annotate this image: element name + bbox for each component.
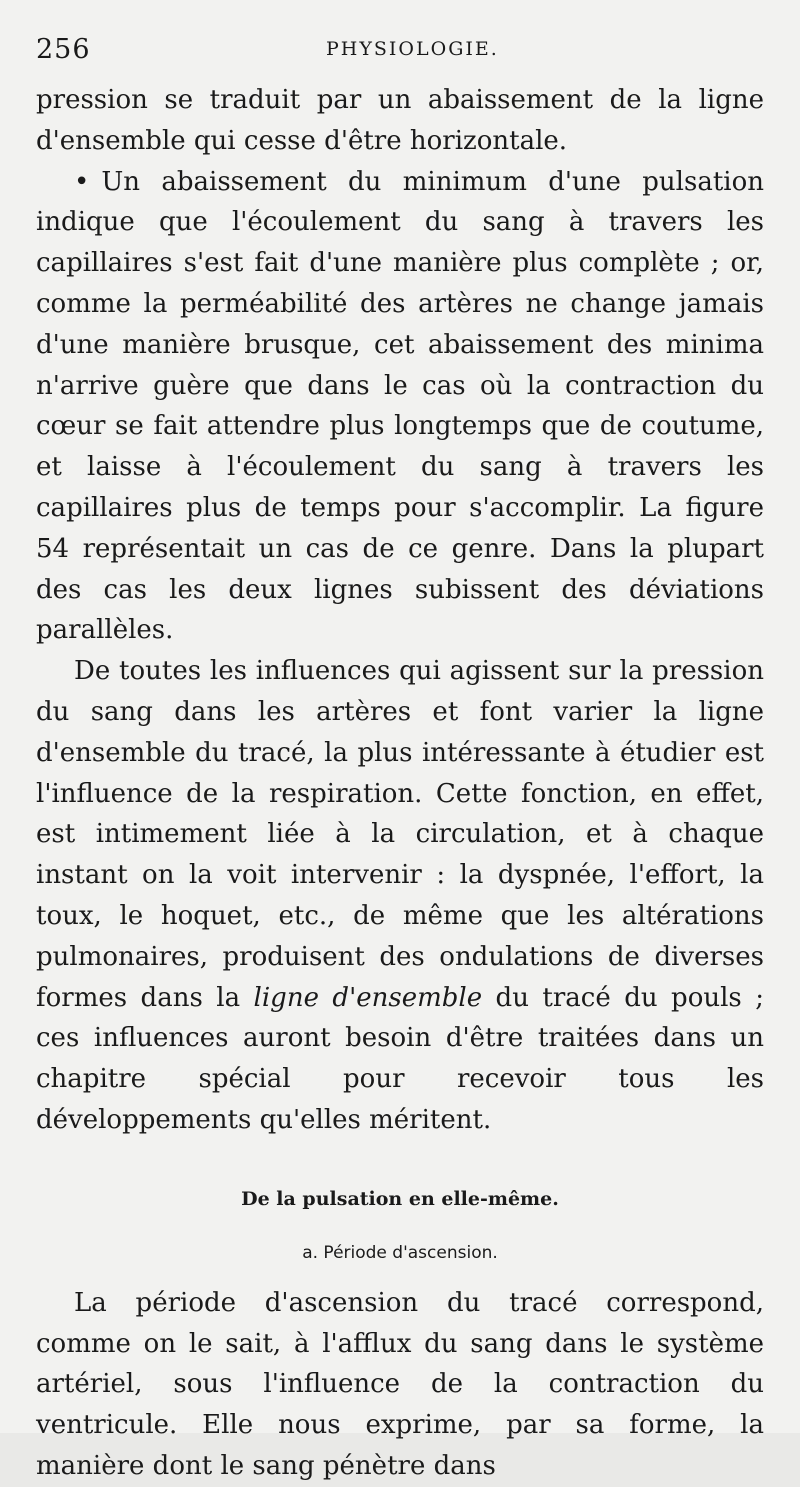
paragraph-3 xyxy=(36,651,764,1141)
paragraph-2 xyxy=(36,162,764,652)
paragraph-3-text-b: du tracé du pouls ; ces influences auront besoin d'être traitées dans un chapitre spécial pour recevoir tous les développements qu'elles méritent. xyxy=(36,982,764,1135)
section-heading: De la pulsation en elle-même. xyxy=(241,1187,559,1210)
bullet-mark: • xyxy=(74,166,90,197)
paragraph-3-emphasis: ligne d'ensemble xyxy=(253,982,483,1013)
page-header xyxy=(36,34,760,74)
page-body xyxy=(36,80,764,1487)
running-head: PHYSIOLOGIE. xyxy=(326,38,499,60)
paragraph-1: pression se traduit par un abaissement de la ligne d'ensemble qui cesse d'être horizontale. xyxy=(36,85,764,156)
paragraph-4: La période d'ascension du tracé correspond, comme on le sait, à l'afflux du sang dans le système artériel, sous l'influence de la contraction du ventricule. Elle nous exprime, par sa forme, la manière dont le sang pénètre dans xyxy=(36,1287,764,1481)
subsection-heading: a. Période d'ascension. xyxy=(302,1242,498,1263)
paragraph-2-text: Un abaissement du minimum d'une pulsation indique que l'écoulement du sang à travers les capillaires s'est fait d'une manière plus complète ; or, comme la perméabilité des artères ne change jamais d'une manière brusque, cet abaissement des minima n'arrive guère que dans le cas où la contraction du cœur se fait attendre plus longtemps que de coutume, et laisse à l'écoulement du sang à travers les capillaires plus de temps pour s'accomplir. La figure 54 représentait un cas de ce genre. Dans la plupart des cas les deux lignes subissent des déviations parallèles. xyxy=(36,166,764,646)
page-number: 256 xyxy=(36,34,91,65)
paragraph-3-text-a: De toutes les influences qui agissent sur la pression du sang dans les artères et font varier la ligne d'ensemble du tracé, la plus intéressante à étudier est l'influence de la respiration. Cette fonction, en effet, est intimement liée à la circulation, et à chaque instant on la voit intervenir : la dyspnée, l'effort, la toux, le hoquet, etc., de même que les altérations pulmonaires, produisent des ondulations de diverses formes dans la xyxy=(36,656,764,1013)
